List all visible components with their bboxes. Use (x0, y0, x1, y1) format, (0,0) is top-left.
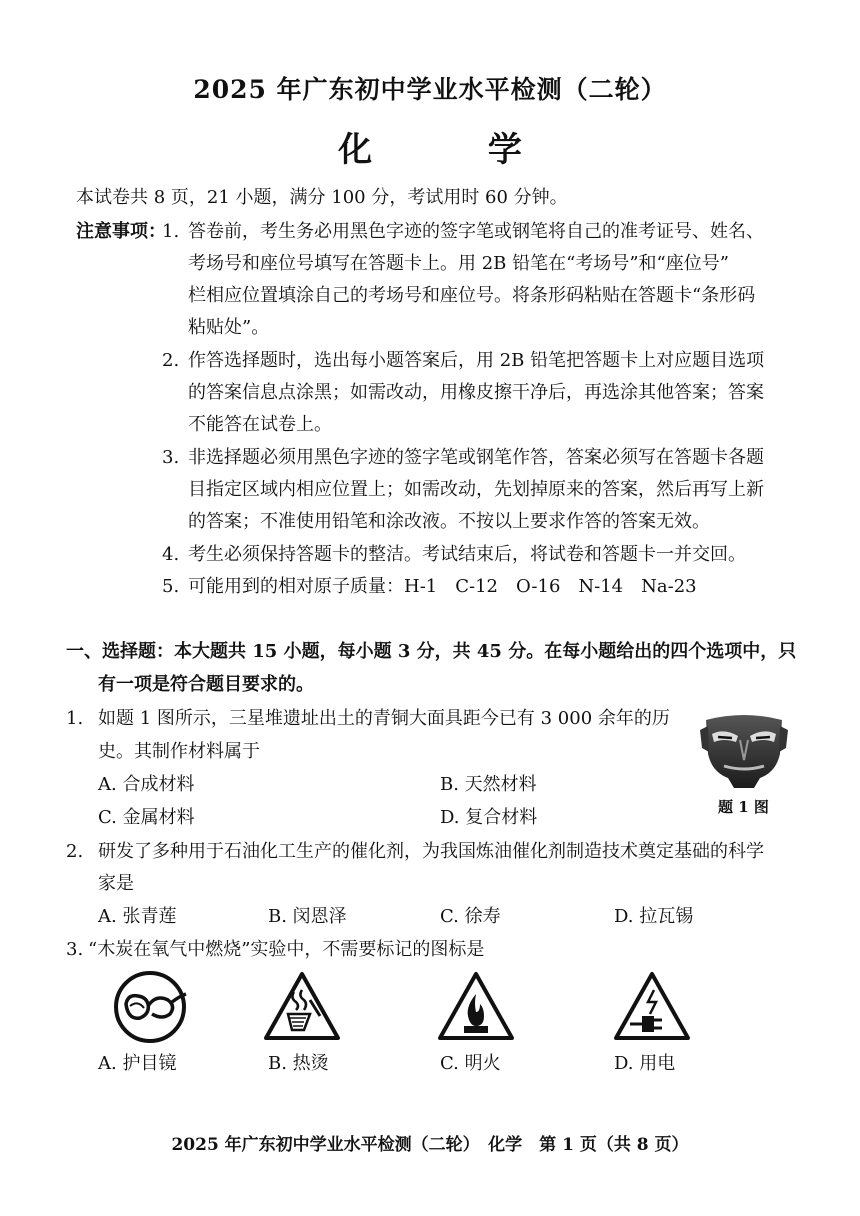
note-line: 栏相应位置填涂自己的考场号和座位号。将条形码粘贴在答题卡“条形码 (188, 285, 756, 306)
notes-label: 注意事项： (76, 221, 166, 242)
question-text: 家是 (98, 873, 134, 894)
open-flame-icon (436, 970, 516, 1042)
question-number: 1. (66, 708, 84, 729)
option-c: C. 徐寿 (440, 906, 501, 927)
note-num: 2. (162, 350, 180, 371)
goggles-icon (112, 970, 188, 1044)
option-a: A. 护目镜 (98, 1053, 177, 1074)
option-a: A. 张青莲 (98, 906, 177, 927)
option-c: C. 明火 (440, 1053, 501, 1074)
option-d: D. 复合材料 (440, 807, 538, 828)
option-c: C. 金属材料 (98, 807, 195, 828)
question-text: 研发了多种用于石油化工生产的催化剂，为我国炼油催化剂制造技术奠定基础的科学 (98, 841, 764, 862)
question-text: 如题 1 图所示，三星堆遗址出土的青铜大面具距今已有 3 000 余年的历 (98, 708, 670, 729)
note-line: 考生必须保持答题卡的整洁。考试结束后，将试卷和答题卡一并交回。 (188, 544, 746, 565)
figure-caption: 题 1 图 (718, 798, 769, 816)
subject-title: 化 学 (338, 130, 574, 170)
note-line: 考场号和座位号填写在答题卡上。用 2B 铅笔在“考场号”和“座位号” (188, 253, 729, 274)
note-num: 1. (162, 221, 180, 242)
note-line: 作答选择题时，选出每小题答案后，用 2B 铅笔把答题卡上对应题目选项 (188, 350, 765, 371)
question-number: 2. (66, 841, 84, 862)
question-text: 史。其制作材料属于 (98, 741, 260, 762)
note-line: 的答案信息点涂黑；如需改动，用橡皮擦干净后，再选涂其他答案；答案 (188, 382, 764, 403)
note-line: 答卷前，考生务必用黑色字迹的签字笔或钢笔将自己的准考证号、姓名、 (188, 221, 764, 242)
note-num: 3. (162, 447, 180, 468)
note-line: 不能答在试卷上。 (188, 414, 332, 435)
electricity-icon (612, 970, 692, 1042)
note-line: 粘贴处”。 (188, 317, 270, 338)
section-heading: 一、选择题：本大题共 15 小题，每小题 3 分，共 45 分。在每小题给出的四个选项中，只 (66, 641, 797, 662)
section-heading-cont: 有一项是符合题目要求的。 (98, 674, 314, 695)
note-num: 5. (162, 576, 180, 597)
option-b: B. 闵恩泽 (268, 906, 347, 927)
page-footer: 2025 年广东初中学业水平检测（二轮） 化学 第 1 页（共 8 页） (171, 1135, 689, 1155)
note-line: 目指定区域内相应位置上；如需改动，先划掉原来的答案，然后再写上新 (188, 479, 764, 500)
note-line: 非选择题必须用黑色字迹的签字笔或钢笔作答，答案必须写在答题卡各题 (188, 447, 764, 468)
question-number: 3. (66, 939, 84, 960)
bronze-mask-image (698, 708, 790, 790)
intro-text: 本试卷共 8 页，21 小题，满分 100 分，考试用时 60 分钟。 (76, 187, 568, 208)
question-text: “木炭在氧气中燃烧”实验中，不需要标记的图标是 (88, 939, 485, 960)
option-d: D. 拉瓦锡 (614, 906, 694, 927)
note-line: 可能用到的相对原子质量：H-1 C-12 O-16 N-14 Na-23 (188, 576, 697, 597)
hot-surface-icon (262, 970, 342, 1042)
option-d: D. 用电 (614, 1053, 676, 1074)
note-line: 的答案；不准使用铅笔和涂改液。不按以上要求作答的答案无效。 (188, 511, 710, 532)
option-a: A. 合成材料 (98, 774, 195, 795)
option-b: B. 热烫 (268, 1053, 329, 1074)
option-b: B. 天然材料 (440, 774, 537, 795)
exam-title: 2025 年广东初中学业水平检测（二轮） (193, 75, 667, 104)
note-num: 4. (162, 544, 180, 565)
